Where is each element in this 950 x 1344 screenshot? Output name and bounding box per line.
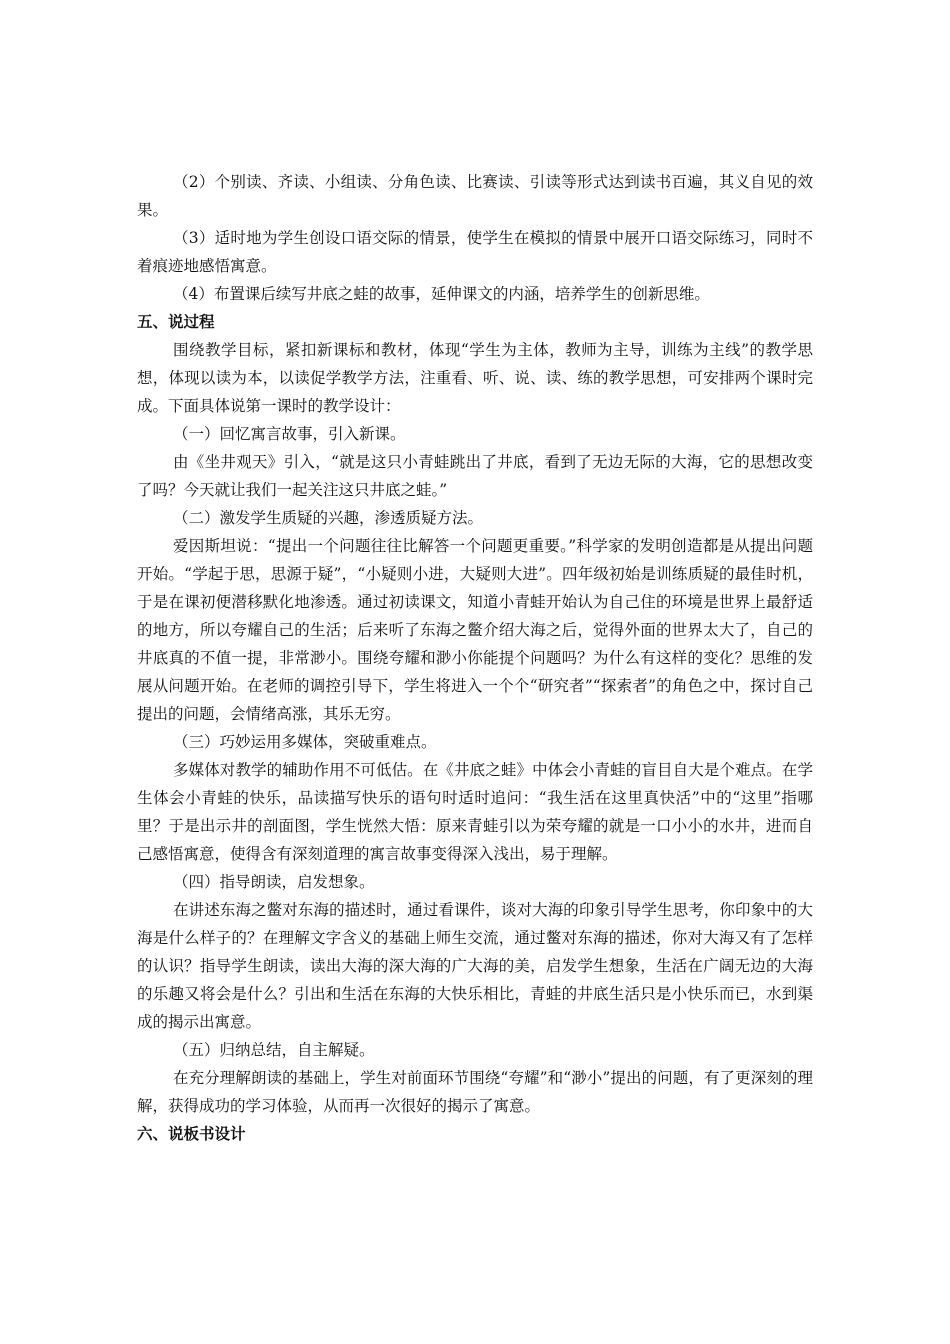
subheading-step-5: （五）归纳总结，自主解疑。: [173, 1041, 375, 1059]
paragraph-process-intro: 围绕教学目标，紧扣新课标和教材，体现“学生为主体，教师为主导，训练为主线”的教学思想，体现以读为本，以读促学教学方法，注重看、听、说、读、练的教学思想，可安排两个课时完成。下面具体说第一课时的教学设计：: [137, 341, 813, 415]
paragraph-step-1: 由《坐井观天》引入，“就是这只小青蛙跳出了井底，看到了无边无际的大海，它的思想改变了吗？今天就让我们一起关注这只井底之蛙。”: [137, 453, 813, 499]
subheading-step-1: （一）回忆寓言故事，引入新课。: [173, 425, 406, 443]
section-heading-process: 五、说过程: [137, 313, 215, 331]
paragraph-step-2: 爱因斯坦说：“提出一个问题往往比解答一个问题更重要。”科学家的发明创造都是从提出问题开始。“学起于思，思源于疑”，“小疑则小进，大疑则大进”。四年级初始是训练质疑的最佳时机，于是在课初便潜移默化地渗透。通过初读课文，知道小青蛙开始认为自己住的环境是世界上最舒适的地方，所以夸耀自己的生活；后来听了东海之鳖介绍大海之后，觉得外面的世界太大了，自己的井底真的不值一提，非常渺小。围绕夸耀和渺小你能提个问题吗？为什么有这样的变化？思维的发展从问题开始。在老师的调控引导下，学生将进入一个个“研究者”“探索者”的角色之中，探讨自己提出的问题，会情绪高涨，其乐无穷。: [137, 537, 813, 723]
document-page: [137, 168, 813, 1148]
subheading-step-2: （二）激发学生质疑的兴趣，渗透质疑方法。: [173, 509, 484, 527]
subheading-step-3: （三）巧妙运用多媒体，突破重难点。: [173, 733, 437, 751]
paragraph-after-class-writing: （4）布置课后续写井底之蛙的故事，延伸课文的内涵，培养学生的创新思维。: [173, 285, 710, 303]
paragraph-step-3: 多媒体对教学的辅助作用不可低估。在《井底之蛙》中体会小青蛙的盲目自大是个难点。在学生体会小青蛙的快乐，品读描写快乐的语句时适时追问：“我生活在这里真快活”中的“这里”指哪里？于是出示井的剖面图，学生恍然大悟：原来青蛙引以为荣夸耀的就是一口小小的水井，进而自己感悟寓意，使得含有深刻道理的寓言故事变得深入浅出，易于理解。: [137, 761, 813, 863]
section-heading-board-design: 六、说板书设计: [137, 1125, 246, 1143]
paragraph-step-4: 在讲述东海之鳖对东海的描述时，通过看课件，谈对大海的印象引导学生思考，你印象中的大海是什么样子的？在理解文字含义的基础上师生交流，通过鳖对东海的描述，你对大海又有了怎样的认识？指导学生朗读，读出大海的深大海的广大海的美，启发学生想象，生活在广阔无边的大海的乐趣又将会是什么？引出和生活在东海的大快乐相比，青蛙的井底生活只是小快乐而已，水到渠成的揭示出寓意。: [137, 901, 813, 1031]
paragraph-step-5: 在充分理解朗读的基础上，学生对前面环节围绕“夸耀”和“渺小”提出的问题，有了更深刻的理解，获得成功的学习体验，从而再一次很好的揭示了寓意。: [137, 1069, 813, 1115]
paragraph-oral-communication: （3）适时地为学生创设口语交际的情景，使学生在模拟的情景中展开口语交际练习，同时不着痕迹地感悟寓意。: [137, 229, 813, 275]
paragraph-reading-forms: （2）个别读、齐读、小组读、分角色读、比赛读、引读等形式达到读书百遍，其义自见的效果。: [137, 173, 813, 219]
subheading-step-4: （四）指导朗读，启发想象。: [173, 873, 375, 891]
